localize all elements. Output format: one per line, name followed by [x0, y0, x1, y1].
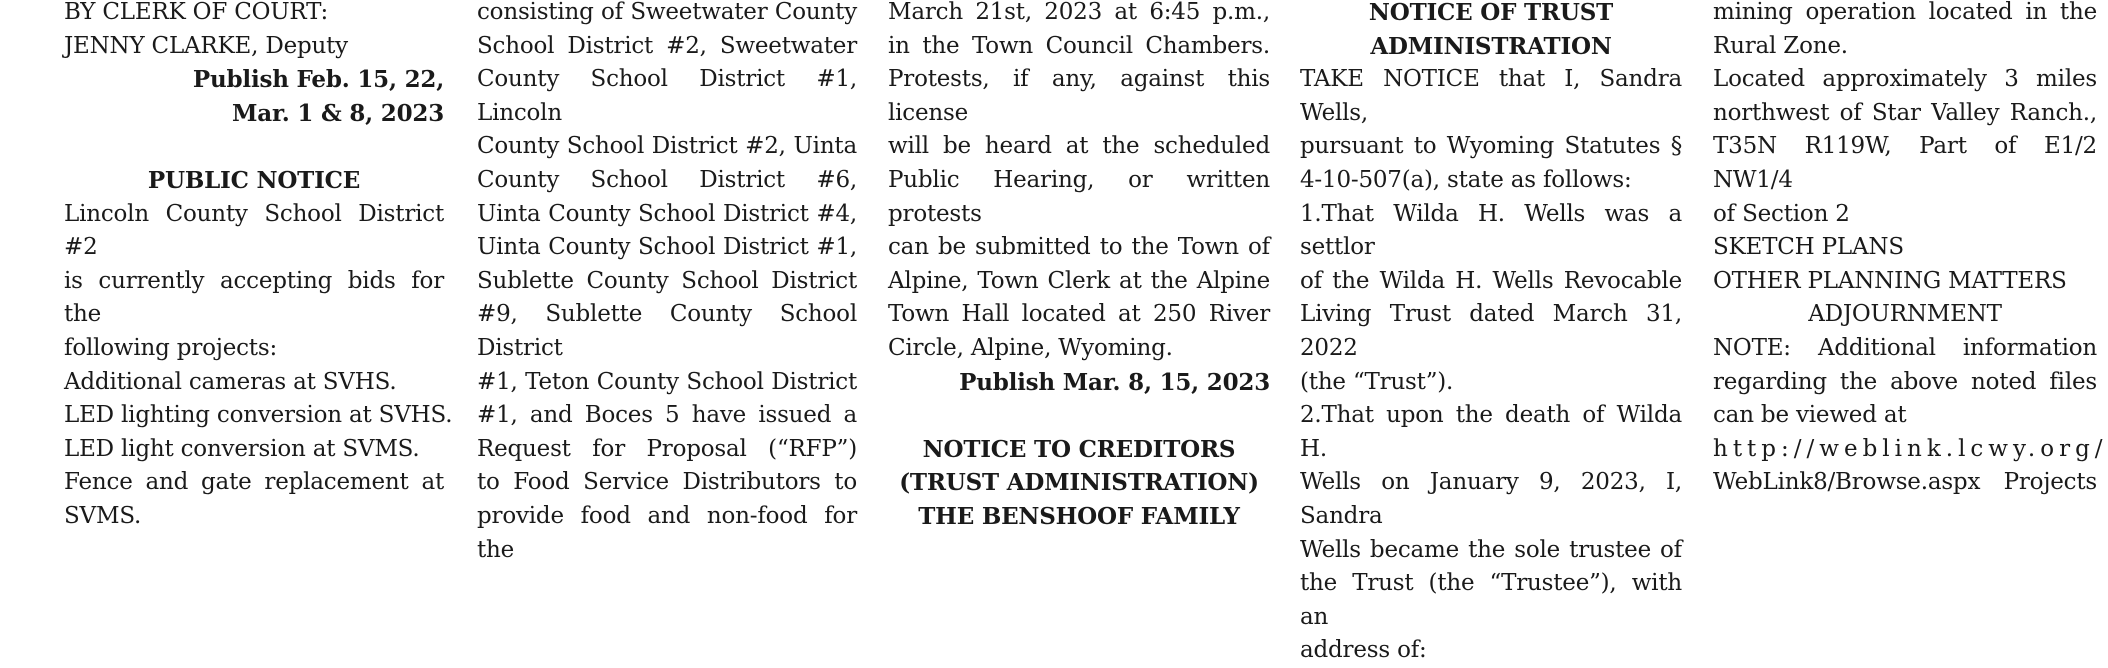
text-line: Town Hall located at 250 River	[888, 301, 1270, 328]
text-line: Fence and gate replacement at	[64, 469, 444, 496]
text-line: ADMINISTRATION	[1370, 32, 1612, 60]
text-line: NOTICE OF TRUST	[1368, 0, 1614, 26]
text-line: address of:	[1300, 637, 1427, 664]
text-line: Alpine, Town Clerk at the Alpine	[888, 267, 1270, 294]
text-line: can be viewed at	[1713, 402, 1907, 429]
text-line: in the Town Council Chambers.	[888, 32, 1270, 59]
text-line: of the Wilda H. Wells Revocable	[1300, 267, 1682, 294]
text-line: 1.That Wilda H. Wells was a settlor	[1300, 200, 1682, 261]
text-line: March 21st, 2023 at 6:45 p.m.,	[888, 0, 1270, 25]
text-line: #1, and Boces 5 have issued a	[477, 402, 857, 429]
text-line: the Trust (the “Trustee”), with an	[1300, 570, 1682, 630]
text-line: Request for Proposal (“RFP”)	[477, 435, 857, 462]
text-line: SKETCH PLANS	[1713, 234, 1904, 261]
text-line: consisting of Sweetwater County	[477, 0, 857, 25]
text-line: (TRUST ADMINISTRATION)	[899, 469, 1259, 497]
text-line: BY CLERK OF COURT:	[64, 0, 329, 25]
text-line: TAKE NOTICE that I, Sandra Wells,	[1300, 66, 1682, 126]
text-line: Additional cameras at SVHS.	[64, 368, 397, 395]
text-line: THE BENSHOOF FAMILY	[918, 502, 1240, 530]
blank-line	[64, 130, 444, 164]
text-line: NOTE: Additional information	[1713, 334, 2097, 361]
text-line: pursuant to Wyoming Statutes §	[1300, 133, 1682, 160]
text-line: will be heard at the scheduled	[888, 133, 1270, 160]
text-line: WebLink8/Browse.aspx Projects	[1713, 469, 2097, 496]
text-line: County School District #2, Uinta	[477, 133, 857, 160]
text-line: mining operation located in the	[1713, 0, 2097, 25]
text-line: of Section 2	[1713, 200, 1850, 227]
text-line: NOTICE TO CREDITORS	[922, 435, 1236, 463]
text-line: 4-10-507(a), state as follows:	[1300, 166, 1632, 193]
text-line: T35N R119W, Part of E1/2 NW1/4	[1713, 133, 2097, 193]
text-line: JENNY CLARKE, Deputy	[64, 32, 348, 59]
text-line: Public Hearing, or written protests	[888, 166, 1270, 227]
text-line: OTHER PLANNING MATTERS	[1713, 267, 2067, 294]
text-line: 2.That upon the death of Wilda H.	[1300, 402, 1682, 462]
text-line: LED lighting conversion at SVHS.	[64, 402, 453, 429]
text-line: Uinta County School District #4,	[477, 200, 857, 227]
text-line: Wells on January 9, 2023, I, Sandra	[1300, 469, 1682, 529]
text-line: Located approximately 3 miles	[1713, 66, 2097, 93]
text-line: regarding the above noted files	[1713, 368, 2097, 395]
text-line: Mar. 1 & 8, 2023	[232, 99, 444, 127]
text-line: Uinta County School District #1,	[477, 234, 857, 261]
text-line: (the “Trust”).	[1300, 368, 1454, 395]
text-line: Living Trust dated March 31, 2022	[1300, 301, 1682, 361]
text-line: School District #2, Sweetwater	[477, 32, 857, 59]
text-line: ADJOURNMENT	[1808, 301, 2002, 328]
text-line: http://weblink.lcwy.org/	[1713, 435, 2108, 462]
text-line: County School District #6,	[477, 166, 857, 193]
text-line: PUBLIC NOTICE	[147, 166, 361, 194]
text-line: Wells became the sole trustee of	[1300, 536, 1682, 563]
column-2	[477, 0, 857, 567]
text-line: #1, Teton County School District	[477, 368, 857, 395]
text-line: Publish Mar. 8, 15, 2023	[959, 368, 1270, 396]
column-3	[888, 0, 1270, 534]
text-line: provide food and non-food for the	[477, 502, 857, 563]
text-line: Lincoln County School District #2	[64, 200, 444, 261]
text-line: northwest of Star Valley Ranch.,	[1713, 99, 2097, 126]
text-line: is currently accepting bids for the	[64, 267, 444, 328]
column-5	[1713, 0, 2108, 500]
text-line: Protests, if any, against this license	[888, 66, 1270, 126]
text-line: #9, Sublette County School District	[477, 301, 857, 361]
text-line: to Food Service Distributors to	[477, 469, 857, 496]
text-line: can be submitted to the Town of	[888, 234, 1270, 261]
text-line: Sublette County School District	[477, 267, 857, 294]
text-line: Circle, Alpine, Wyoming.	[888, 334, 1173, 361]
blank-line	[888, 399, 1270, 433]
text-line: following projects:	[64, 334, 277, 361]
text-line: SVMS.	[64, 502, 142, 529]
text-line: Rural Zone.	[1713, 32, 1848, 59]
column-1	[64, 0, 453, 534]
text-line: Publish Feb. 15, 22,	[192, 66, 444, 94]
text-line: LED light conversion at SVMS.	[64, 435, 420, 462]
column-4	[1300, 0, 1682, 668]
text-line: County School District #1, Lincoln	[477, 66, 857, 126]
